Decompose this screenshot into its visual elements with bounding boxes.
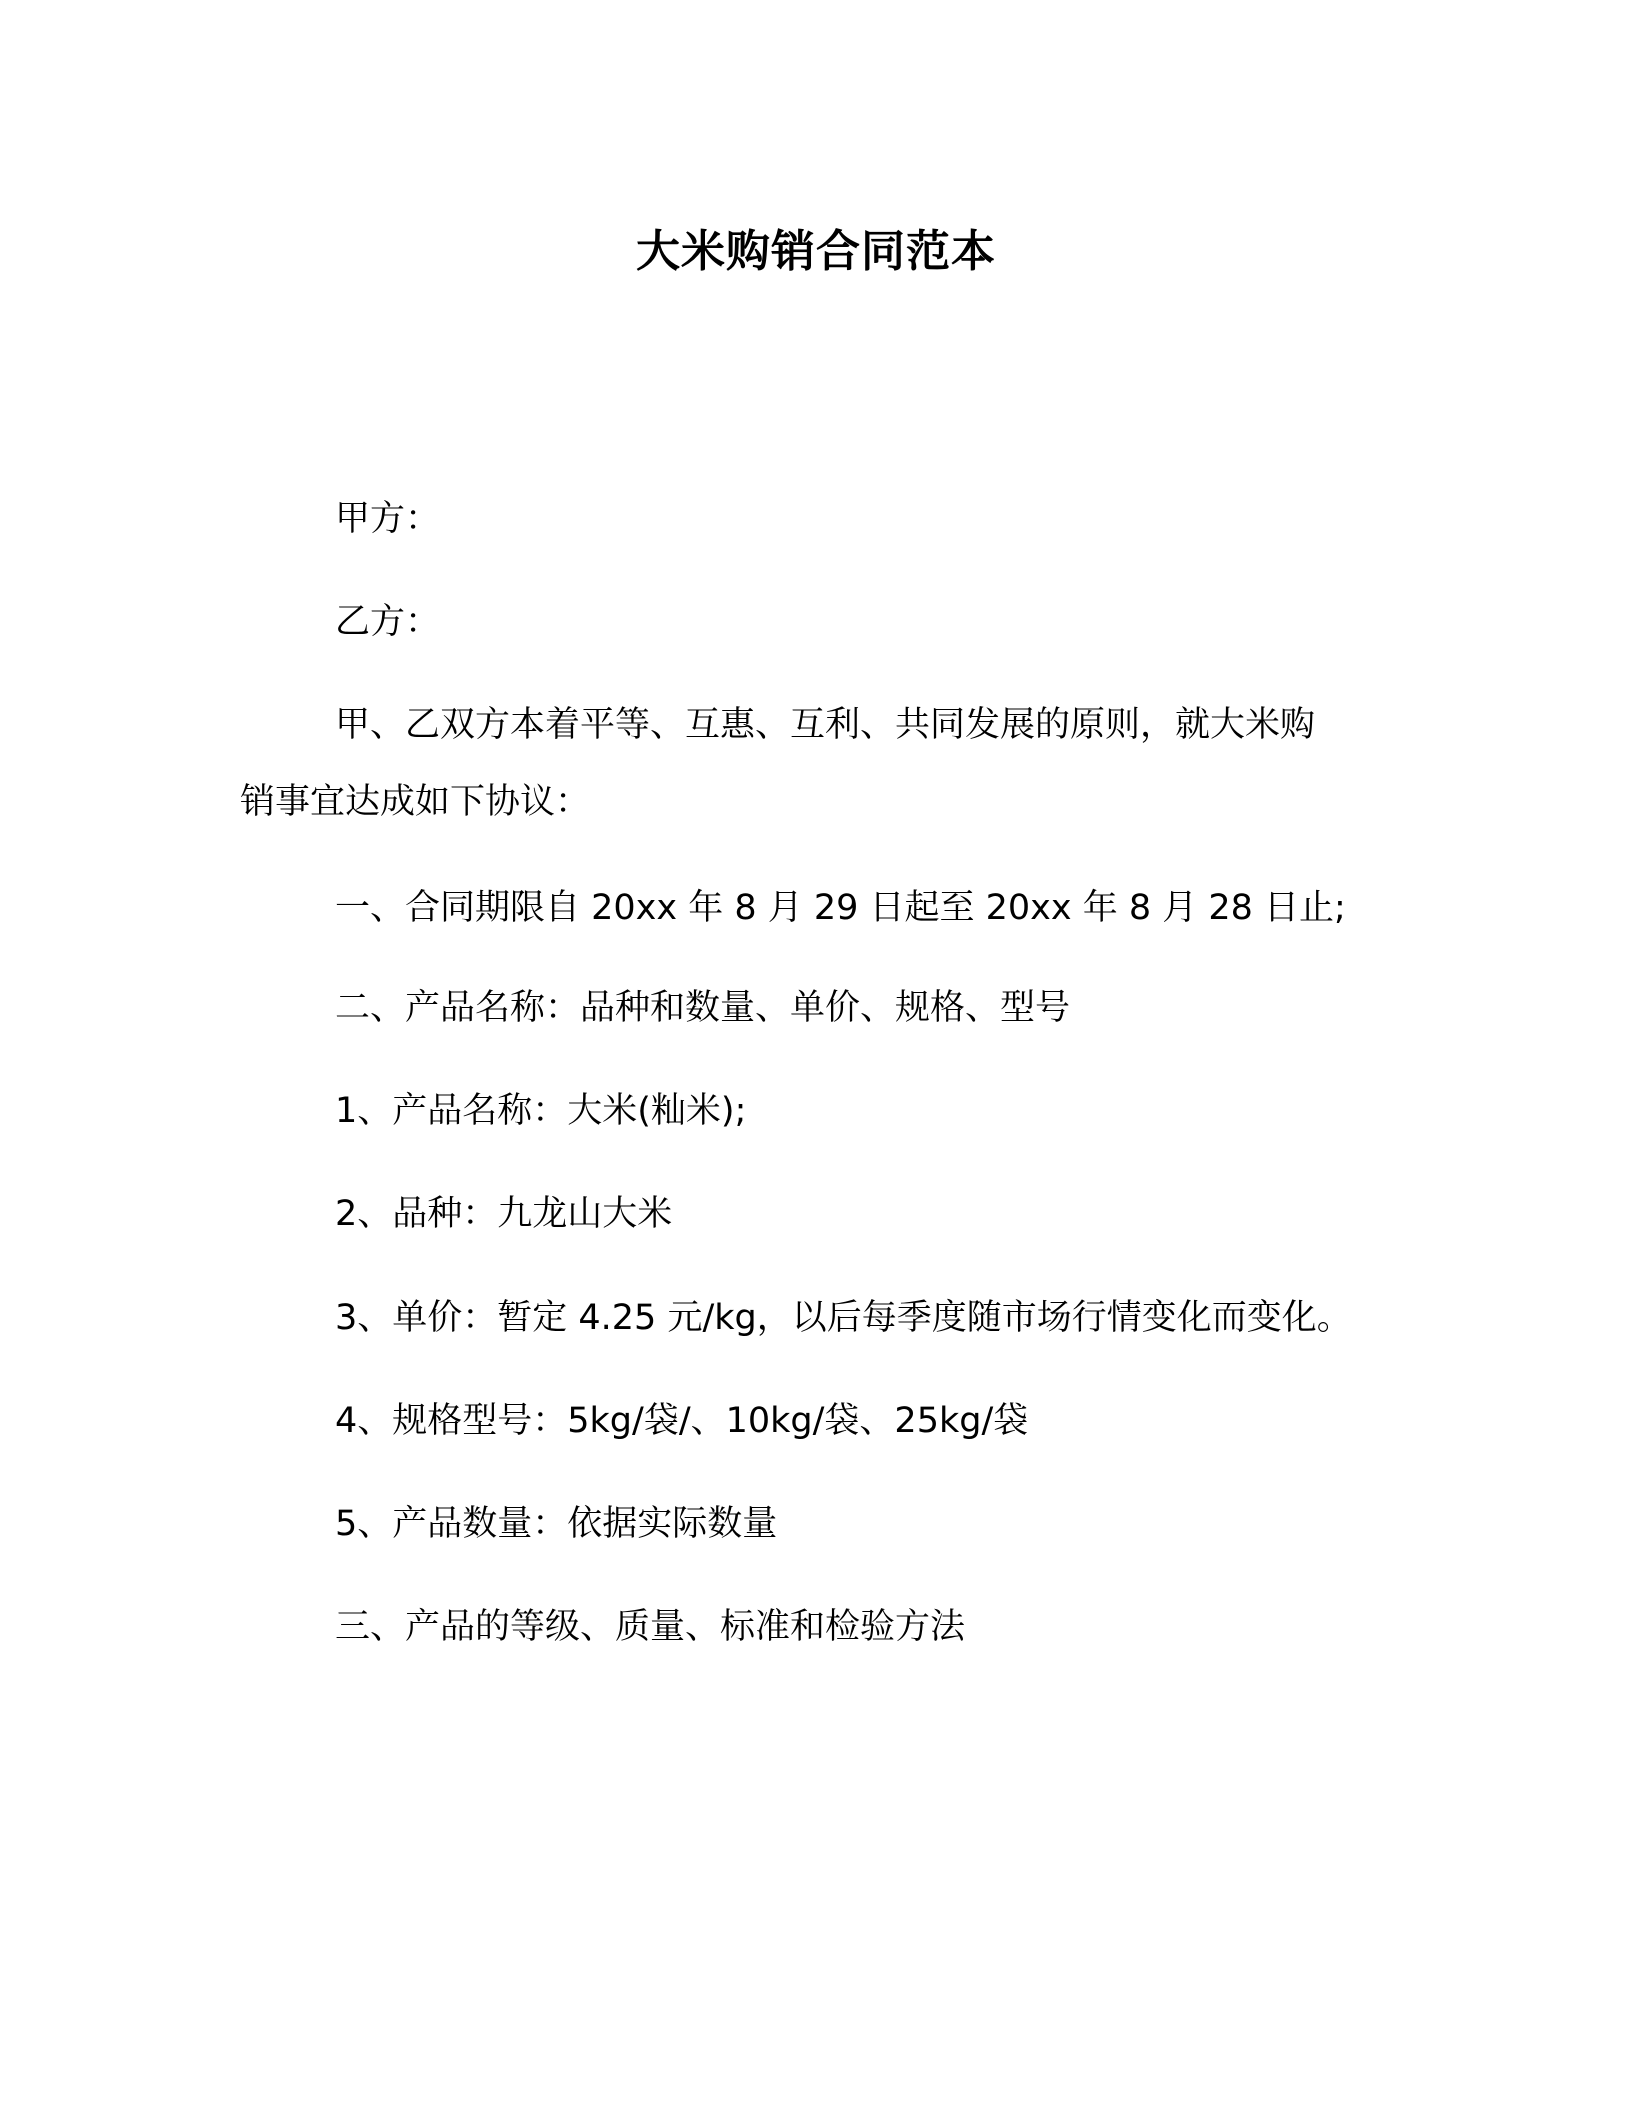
item-specification: 4、规格型号：5kg/袋/、10kg/袋、25kg/袋 [335, 1401, 1029, 1441]
clause-3-heading: 三、产品的等级、质量、标准和检验方法 [335, 1607, 966, 1647]
item-variety: 2、品种：九龙山大米 [335, 1194, 673, 1234]
preamble-line-2: 销事宜达成如下协议： [240, 782, 591, 822]
clause-2-heading: 二、产品名称：品种和数量、单价、规格、型号 [335, 988, 1071, 1028]
document-title: 大米购销合同范本 [636, 226, 996, 277]
clause-1-term: 一、合同期限自 20xx 年 8 月 29 日起至 20xx 年 8 月 28 日止; [335, 888, 1346, 928]
item-unit-price: 3、单价：暂定 4.25 元/kg，以后每季度随市场行情变化而变化。 [335, 1298, 1352, 1338]
party-b-line: 乙方： [335, 602, 441, 642]
item-quantity: 5、产品数量：依据实际数量 [335, 1504, 778, 1544]
preamble-line-1: 甲、乙双方本着平等、互惠、互利、共同发展的原则，就大米购 [335, 705, 1316, 745]
item-product-name: 1、产品名称：大米(籼米); [335, 1091, 747, 1131]
party-a-line: 甲方： [335, 499, 441, 539]
